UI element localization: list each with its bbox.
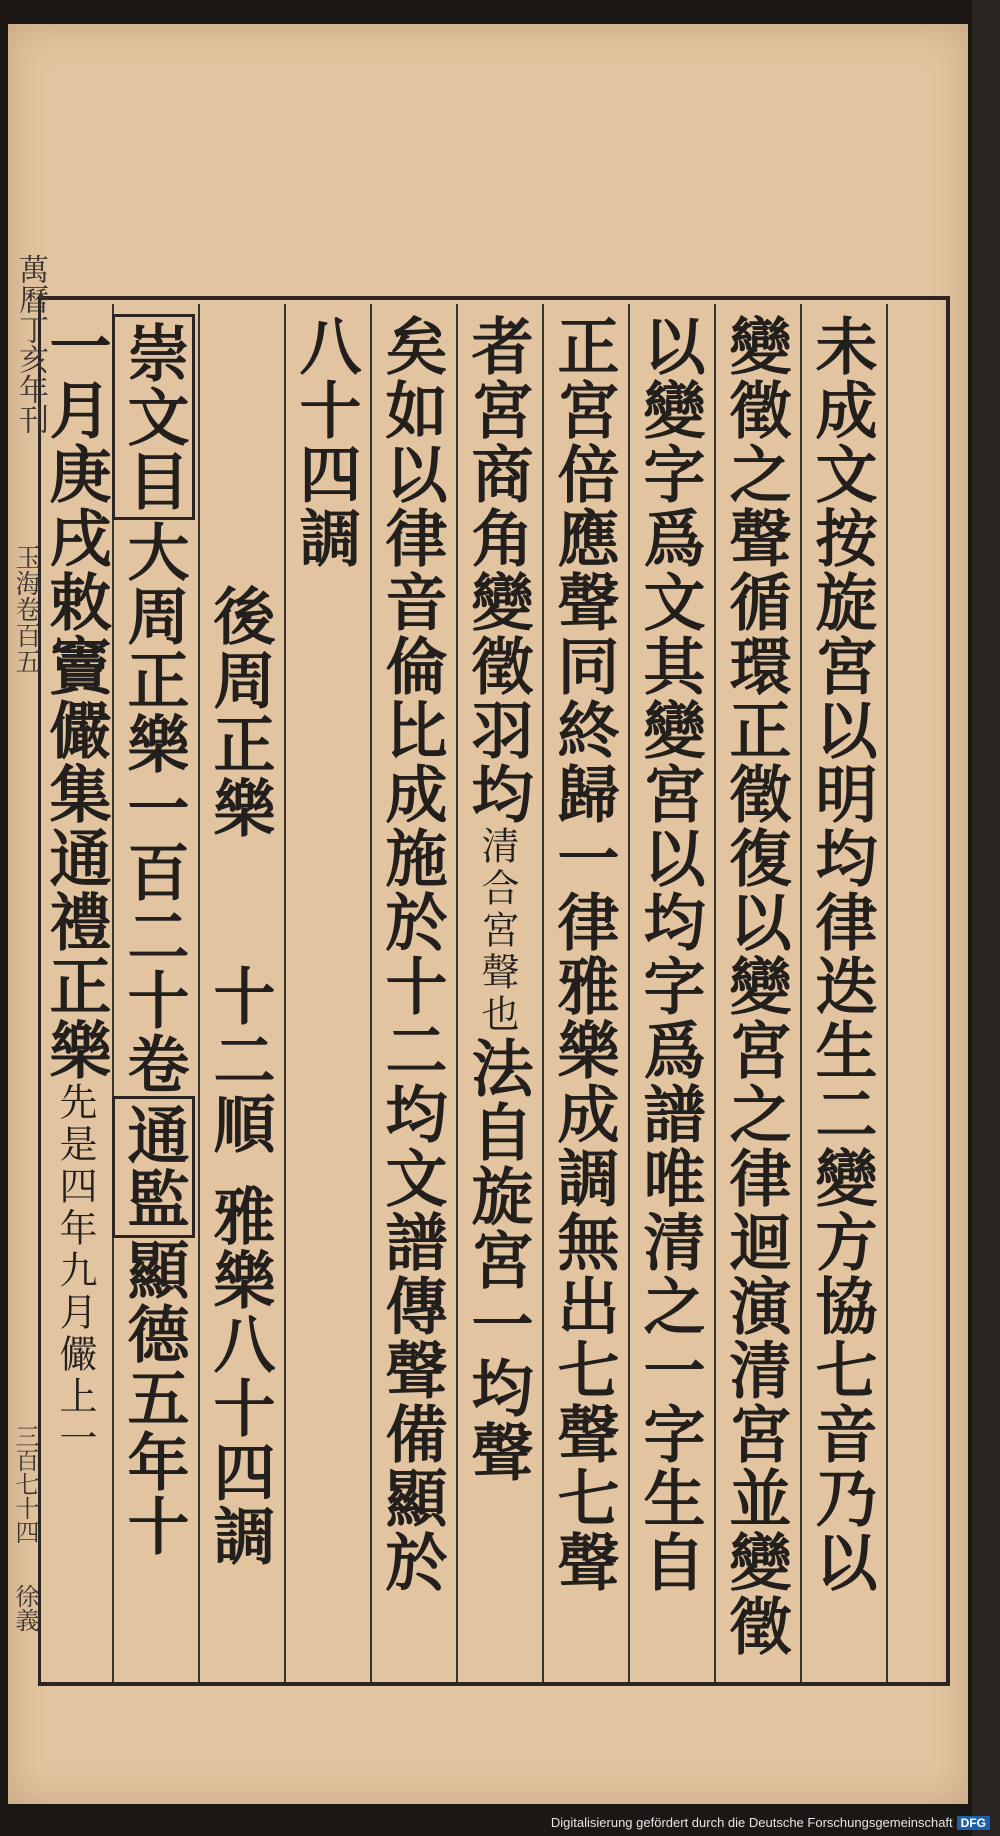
text-column-1: 未成文按旋宮以明均律迭生二變方協七音乃以 [805,314,878,1594]
text-column-10 [39,314,112,1460]
margin-carver: 徐義 [11,1584,39,1632]
text-column-8a: 後周正樂 [203,584,276,840]
text-column-7: 八十四調 [289,314,362,570]
text-column-5 [461,314,534,1484]
column-rule [198,304,200,1682]
text-column-8b: 十二順 [203,964,276,1156]
column-rule [456,304,458,1682]
column-5-main: 者宮商角變徵羽均 [461,314,534,826]
column-10-main: 一月庚戌敕竇儼集通禮正樂 [39,314,112,1082]
footer-text: Digitalisierung gefördert durch die Deutsche Forschungsgemeinschaft [550,1815,953,1830]
footer-credit [551,1815,990,1830]
column-rule [628,304,630,1682]
margin-edition: 萬曆丁亥年刊 [13,254,48,434]
text-column-6: 矣如以律音倫比成施於十二均文譜傳聲備顯於 [375,314,448,1594]
text-column-2: 變徵之聲循環正徵復以變宮之律迴演清宮並變徵 [719,314,792,1658]
column-rule [370,304,372,1682]
book-spine [972,0,1000,1836]
column-rule [800,304,802,1682]
text-column-8c: 雅樂八十四調 [203,1184,276,1568]
text-column-9 [117,314,190,1558]
text-column-3: 以變字爲文其變宮以均字爲譜唯清之一字生自 [633,314,706,1594]
source-tag-tongjian: 通監 [112,1096,195,1238]
text-column-4: 正宮倍應聲同終歸一律雅樂成調無出七聲七聲 [547,314,620,1594]
margin-page-number: 三百七十四 [11,1424,39,1544]
document-page [8,24,968,1804]
column-9-tail: 顯德五年十 [117,1238,190,1558]
column-5-tail: 法自旋宮一均聲 [461,1036,534,1484]
column-5-annotation: 清合宮聲也 [475,826,519,1036]
column-rule [284,304,286,1682]
dfg-logo-icon: DFG [957,1816,990,1830]
column-rule [542,304,544,1682]
column-10-annotation: 先是四年九月儼上一 [53,1082,97,1460]
column-9-text: 大周正樂一百二十卷 [117,520,190,1096]
margin-volume: 玉海卷百五 [11,544,41,674]
column-rule [886,304,888,1682]
column-rule [714,304,716,1682]
source-tag-chongwen: 崇文目 [112,314,195,520]
